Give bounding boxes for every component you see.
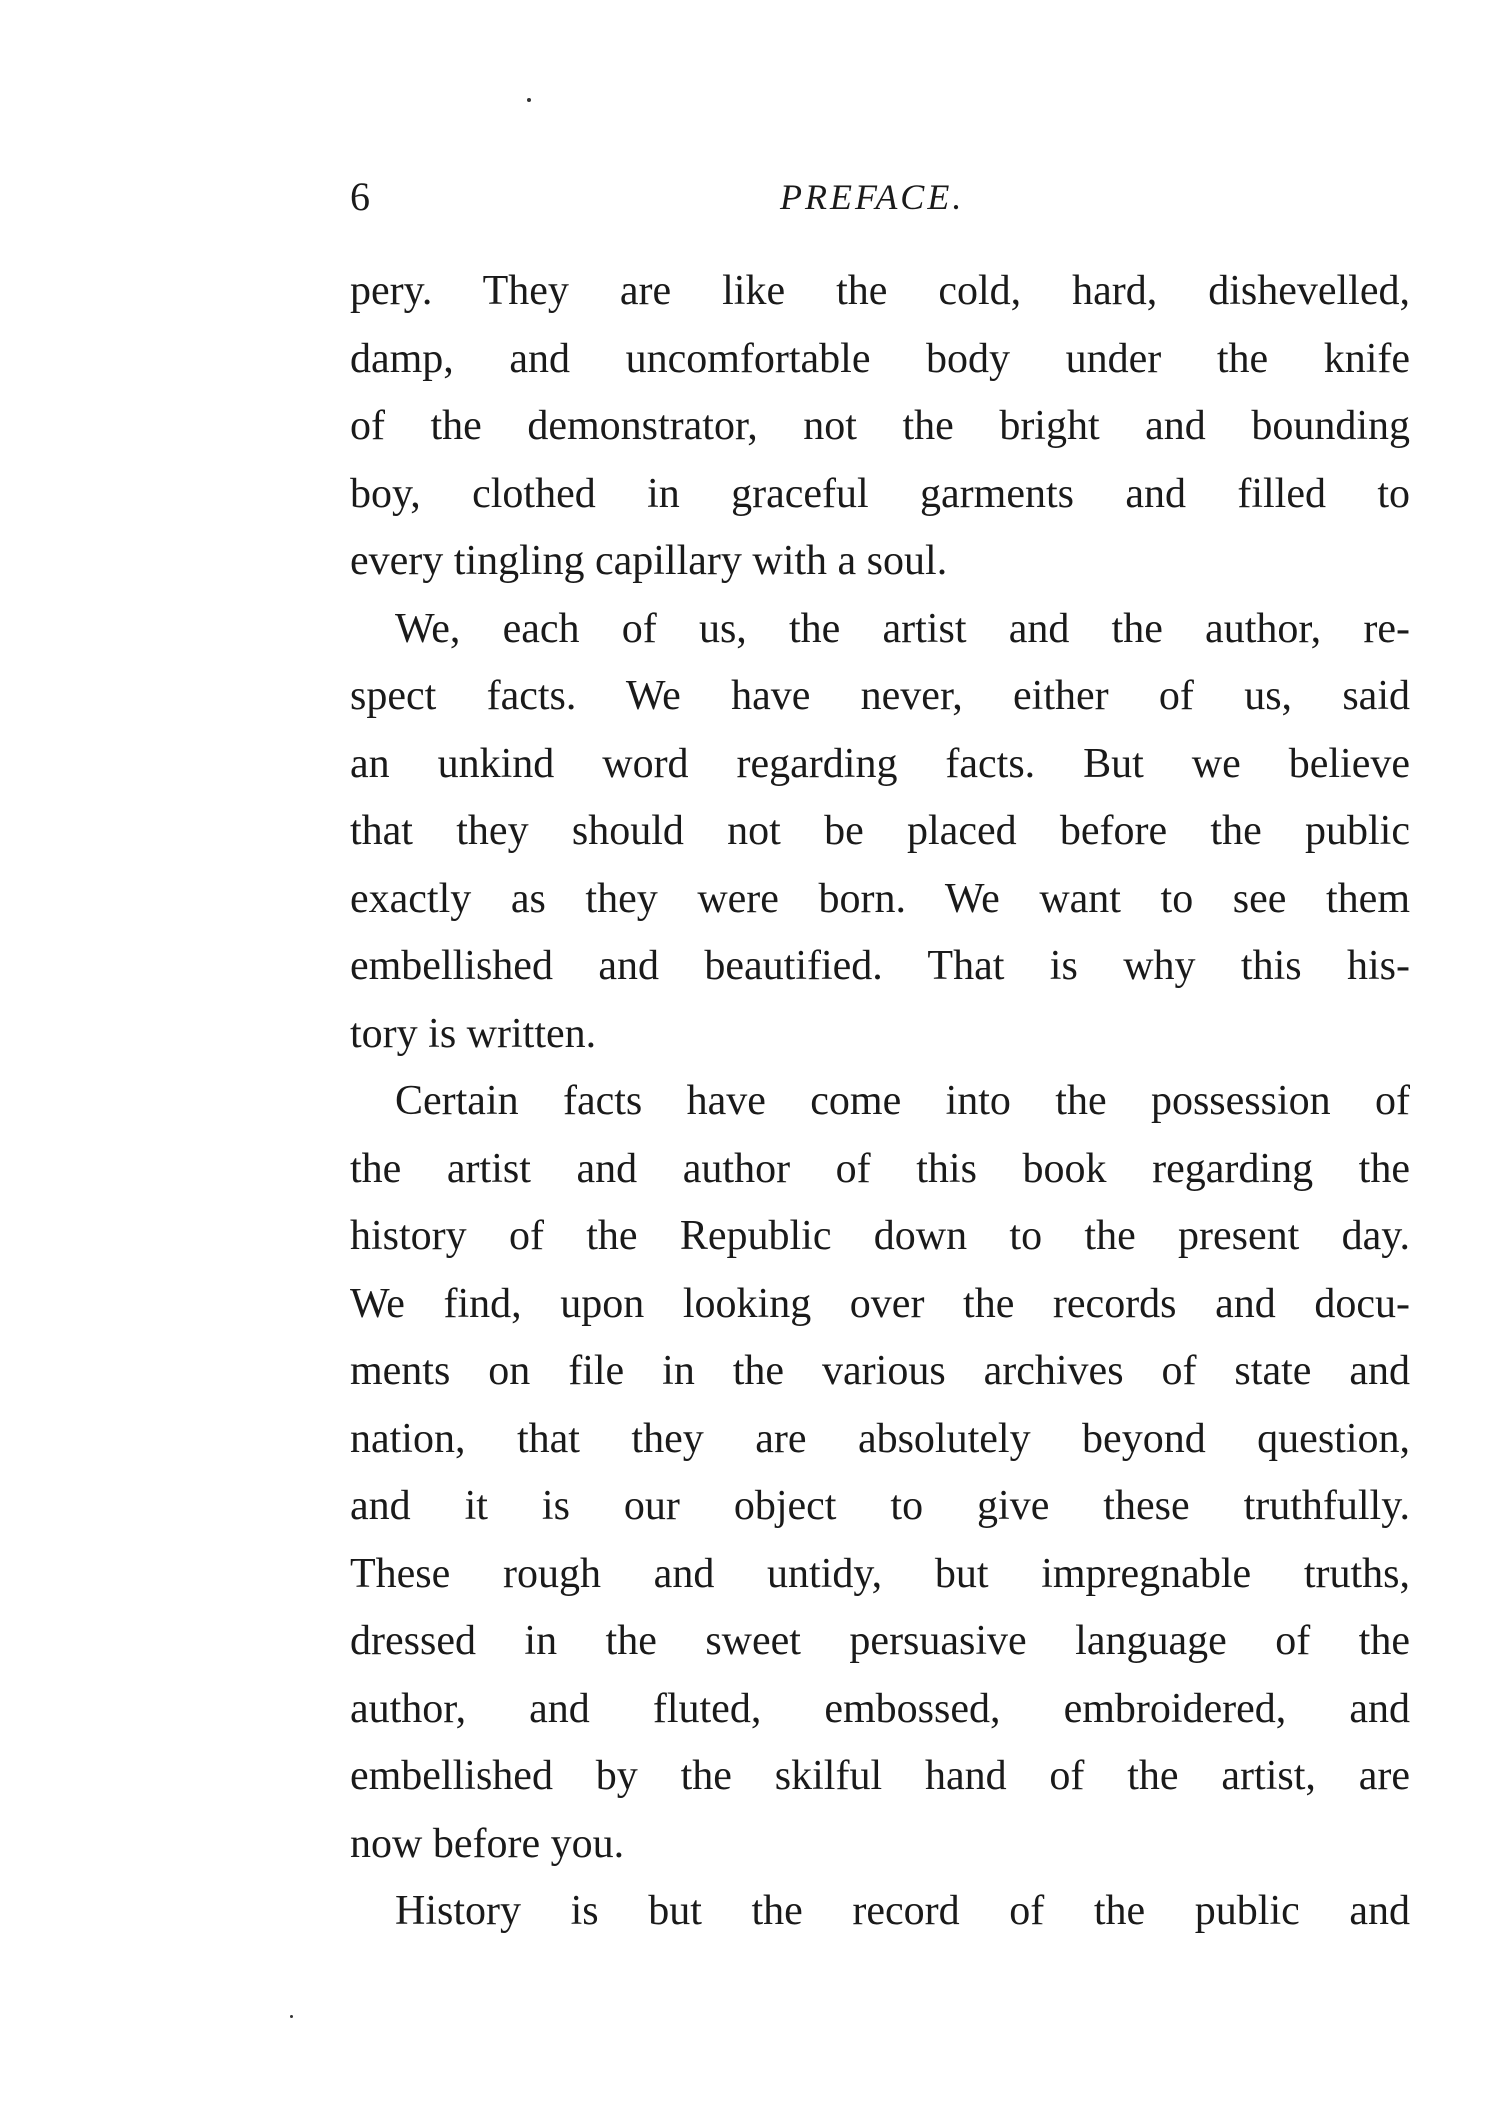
text-line: exactly as they were born. We want to see them [350,875,1410,922]
text-line: every tingling capillary with a soul. [350,538,948,584]
text-line: that they should not be placed before the public [350,808,1410,854]
text-line: dressed in the sweet persuasive language of the [350,1618,1410,1664]
text-line: pery. They are like the cold, hard, dishevelled, [350,268,1410,314]
text-line: and it is our object to give these truthfully. [350,1483,1410,1529]
text-line: ments on file in the various archives of state and [350,1348,1410,1394]
text-line: We find, upon looking over the records and docu- [350,1280,1410,1327]
text-line: an unkind word regarding facts. But we believe [350,740,1410,787]
text-line: history of the Republic down to the present day. [350,1213,1410,1259]
text-line: of the demonstrator, not the bright and bounding [350,403,1410,449]
text-line: embellished by the skilful hand of the artist, are [350,1753,1410,1799]
text-line: author, and fluted, embossed, embroidered, and [350,1685,1410,1732]
text-line: boy, clothed in graceful garments and filled to [350,470,1410,517]
text-line: We, each of us, the artist and the author, re- [395,605,1410,652]
page-header [350,172,1410,222]
text-line: now before you. [350,1820,625,1867]
text-line: Certain facts have come into the possession of [395,1078,1410,1124]
text-line: embellished and beautified. That is why this his- [350,943,1410,989]
running-head: PREFACE. [780,177,965,217]
text-line: tory is written. [350,1010,597,1057]
text-line: History is but the record of the public and [395,1888,1410,1934]
text-line: These rough and untidy, but impregnable truths, [350,1550,1410,1597]
text-line: damp, and uncomfortable body under the knife [350,335,1410,382]
page-number: 6 [350,174,370,219]
ink-speck [527,98,531,102]
ink-speck [290,2015,293,2018]
text-line: the artist and author of this book regarding the [350,1145,1410,1192]
text-line: nation, that they are absolutely beyond question, [350,1415,1410,1462]
text-line: spect facts. We have never, either of us, said [350,673,1410,719]
body-text [350,258,1410,1946]
